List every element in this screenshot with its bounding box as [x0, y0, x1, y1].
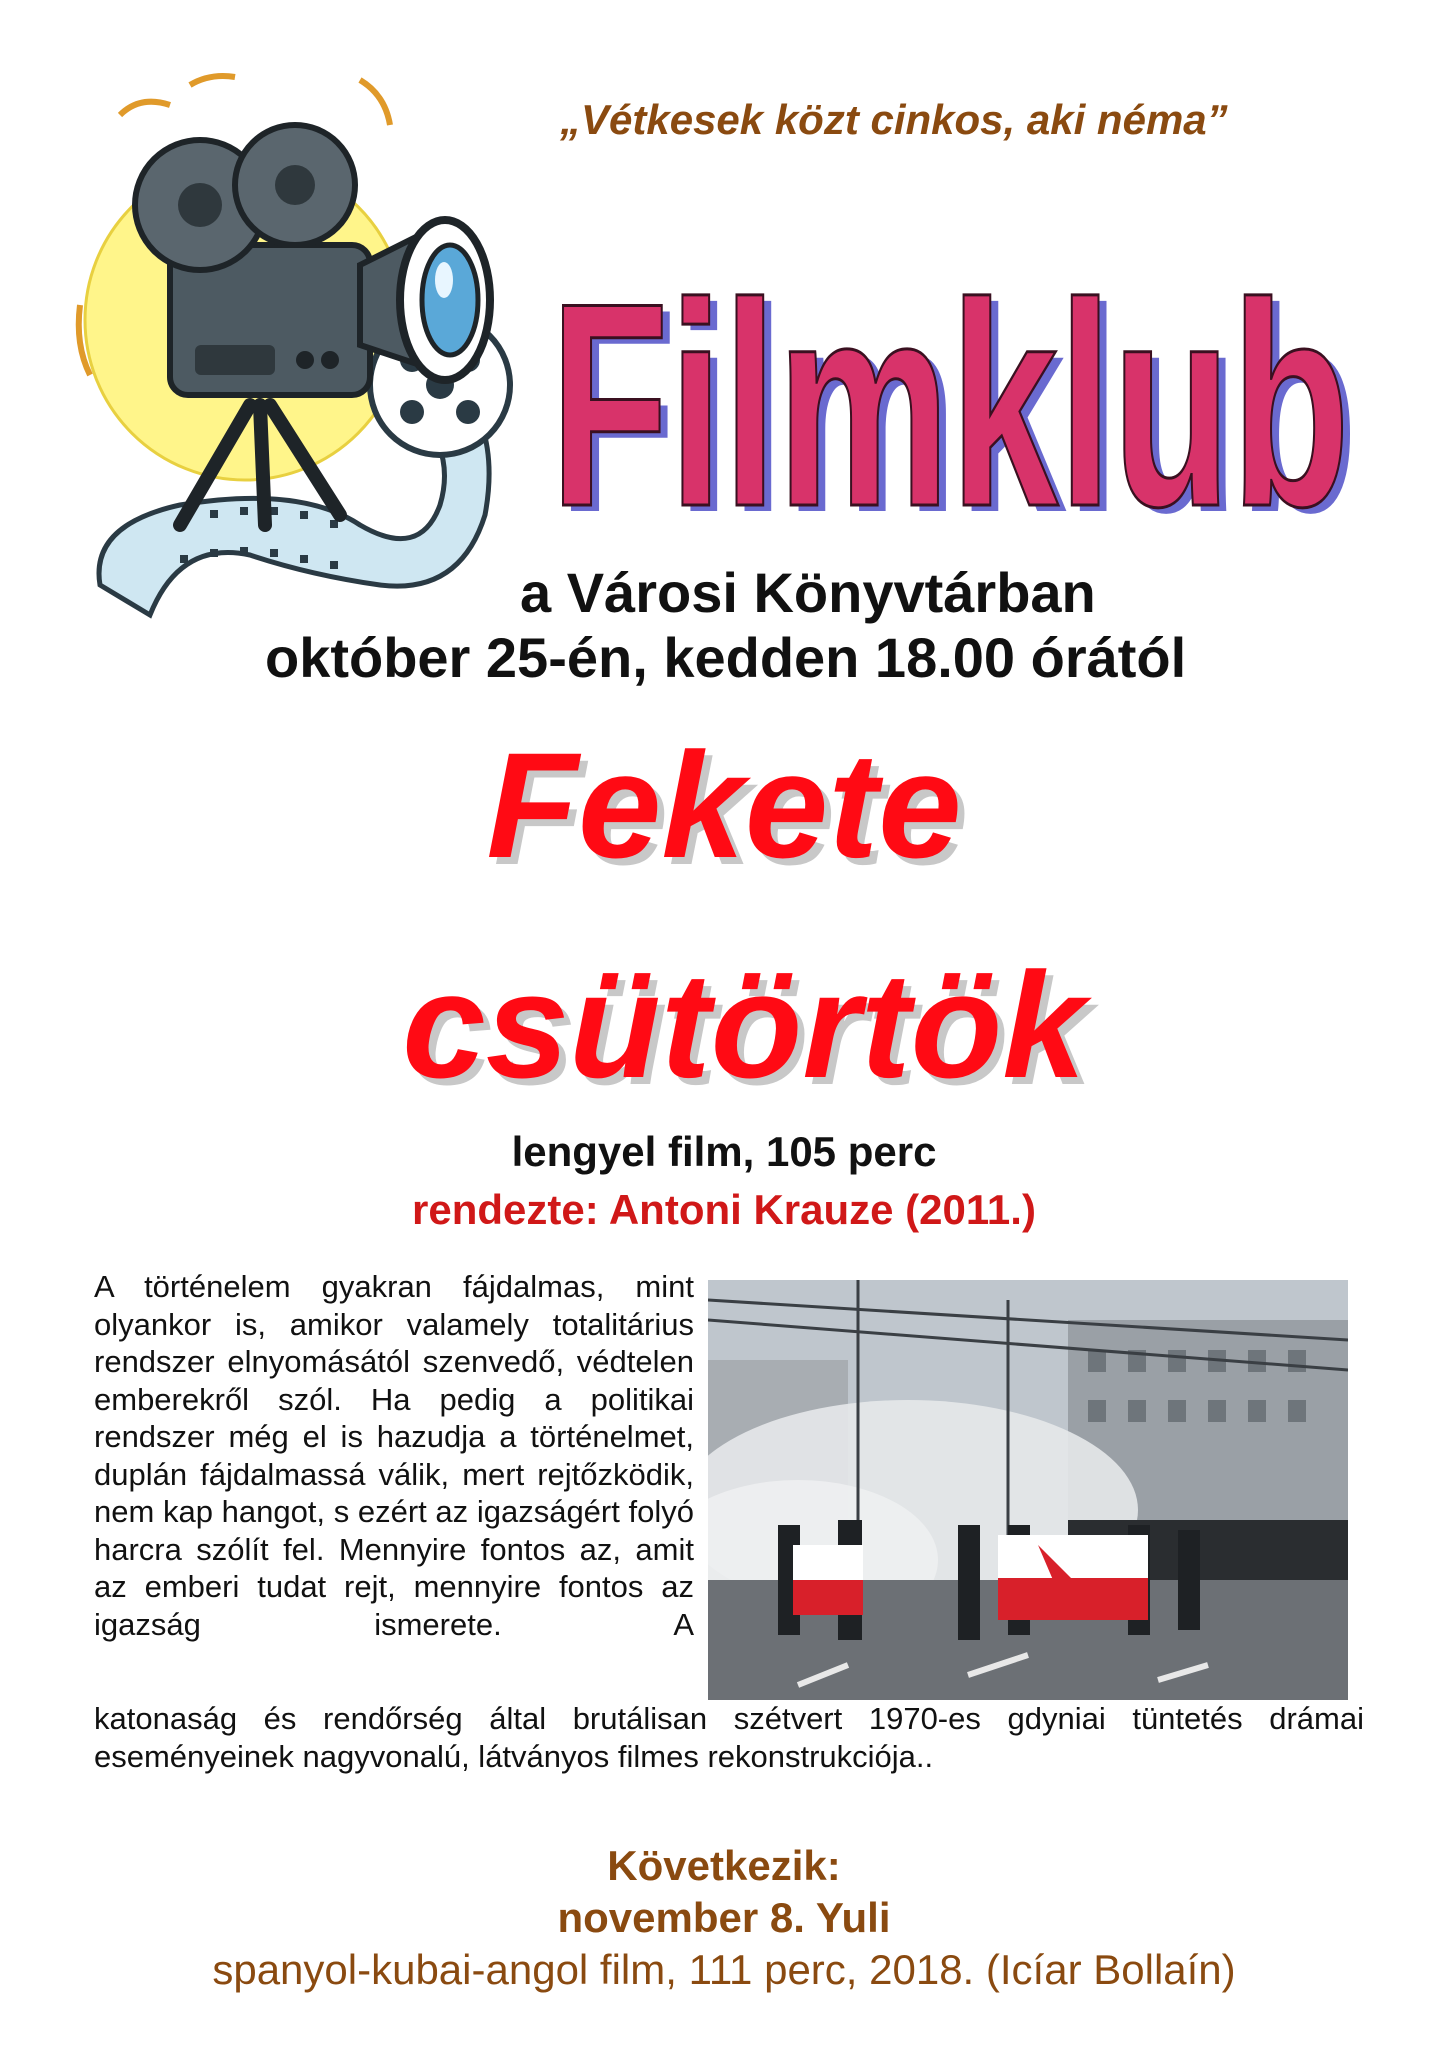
club-title-shadow: Filmklub: [558, 249, 1358, 545]
film-meta: lengyel film, 105 perc: [511, 1128, 937, 1175]
next-title: november 8. Yuli: [557, 1894, 891, 1941]
movie-title-line2: csütörtök: [402, 941, 1086, 1109]
film-description: A történelem gyakran fájdalmas, mint olyankor is, amikor valamely totalitárius rendszer elnyomásától szenvedő, védtelen emberekről szól. Ha pedig a politikai rendszer még el is hazudja a történelmet, duplán fájdalmassá válik, mert rejtőzködik, nem kap hangot, s ezért az igazságért folyó harcra szólít fel. Mennyire fontos az, amit az emberi tudat rejt, mennyire fontos az igazság ismerete. A: [94, 1269, 694, 1642]
protest-photo: [708, 1280, 1348, 1700]
movie-title-line1: Fekete: [486, 721, 962, 889]
motto: „Vétkesek közt cinkos, aki néma”: [560, 96, 1228, 143]
film-description-continued: katonaság és rendőrség által brutálisan szétvert 1970-es gdyniai tüntetés drámai eseményeinek nagyvonalú, látványos filmes rekonstrukciója..: [94, 1701, 1364, 1774]
event-datetime: október 25-én, kedden 18.00 órától: [265, 626, 1187, 689]
film-director: rendezte: Antoni Krauze (2011.): [412, 1186, 1036, 1233]
club-title: [520, 205, 1380, 545]
next-meta: spanyol-kubai-angol film, 111 perc, 2018. (Icíar Bollaín): [212, 1946, 1236, 1993]
venue: a Városi Könyvtárban: [520, 561, 1096, 624]
next-heading: Következik:: [607, 1842, 841, 1889]
club-title-text: Filmklub: [550, 243, 1350, 545]
